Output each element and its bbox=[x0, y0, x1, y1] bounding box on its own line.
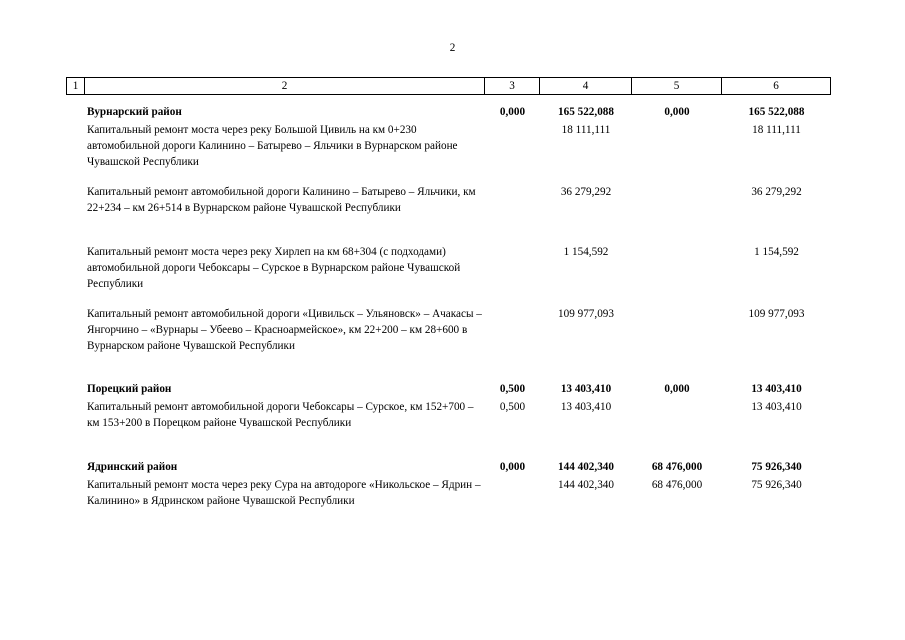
row-col-5: 0,000 bbox=[664, 383, 690, 395]
row-name: Капитальный ремонт моста через реку Сура на автодороге «Никольское – Ядрин – Калинино» в Ядринском районе Чувашской Республики bbox=[87, 479, 481, 507]
row-col-4: 36 279,292 bbox=[560, 186, 612, 198]
row-col-4: 109 977,093 bbox=[558, 308, 614, 320]
row-col-4: 18 111,111 bbox=[561, 124, 611, 136]
table-header bbox=[66, 77, 831, 95]
row-col-4: 13 403,410 bbox=[560, 383, 612, 395]
row-name: Капитальный ремонт моста через реку Большой Цивиль на км 0+230 автомобильной дороги Калинино – Батырево – Яльчики в Вурнарском районе Чувашской Республики bbox=[87, 124, 458, 168]
row-name: Капитальный ремонт автомобильной дороги «Цивильск – Ульяновск» – Ачакасы – Янгорчино – «Вурнары – Убеево – Красноармейское», км 22+200 – км 28+600 в Вурнарском районе Чувашской Республики bbox=[87, 308, 482, 352]
header-col-4: 4 bbox=[540, 78, 632, 94]
row-col-6: 75 926,340 bbox=[751, 479, 802, 491]
row-name: Ядринский район bbox=[87, 461, 178, 473]
row-col-6: 165 522,088 bbox=[748, 106, 805, 118]
header-col-5: 5 bbox=[632, 78, 722, 94]
header-col-1: 1 bbox=[66, 78, 85, 94]
row-col-4: 144 402,340 bbox=[558, 461, 614, 473]
row-col-6: 109 977,093 bbox=[748, 308, 805, 320]
row-col-4: 13 403,410 bbox=[560, 401, 612, 413]
row-name: Вурнарский район bbox=[87, 106, 182, 118]
row-col-4: 144 402,340 bbox=[558, 479, 614, 491]
header-col-3: 3 bbox=[485, 78, 540, 94]
row-col-5: 68 476,000 bbox=[651, 479, 703, 491]
row-col-6: 36 279,292 bbox=[751, 186, 802, 198]
row-col-6: 18 111,111 bbox=[752, 124, 801, 136]
row-col-3: 0,500 bbox=[499, 383, 526, 395]
row-col-5: 68 476,000 bbox=[651, 461, 703, 473]
row-col-6: 13 403,410 bbox=[751, 401, 802, 413]
header-col-2: 2 bbox=[85, 78, 485, 94]
row-name: Капитальный ремонт автомобильной дороги Чебоксары – Сурское, км 152+700 – км 153+200 в Порецком районе Чувашской Республики bbox=[87, 401, 474, 429]
row-col-4: 165 522,088 bbox=[558, 106, 614, 118]
row-col-6: 75 926,340 bbox=[751, 461, 802, 473]
row-col-3: 0,500 bbox=[499, 401, 526, 413]
header-col-6: 6 bbox=[722, 78, 831, 94]
row-col-6: 13 403,410 bbox=[751, 383, 802, 395]
row-col-3: 0,000 bbox=[499, 106, 526, 118]
row-name: Капитальный ремонт моста через реку Хирлеп на км 68+304 (с подходами) автомобильной дороги Чебоксары – Сурское в Вурнарском районе Чувашской Республики bbox=[87, 246, 461, 290]
row-col-3: 0,000 bbox=[499, 461, 526, 473]
row-col-6: 1 154,592 bbox=[754, 246, 799, 258]
row-name: Порецкий район bbox=[87, 383, 172, 395]
row-col-4: 1 154,592 bbox=[563, 246, 609, 258]
page-number: 2 bbox=[449, 42, 456, 54]
row-name: Капитальный ремонт автомобильной дороги Калинино – Батырево – Яльчики, км 22+234 – км 26+514 в Вурнарском районе Чувашской Республики bbox=[87, 186, 476, 214]
row-col-5: 0,000 bbox=[664, 106, 690, 118]
